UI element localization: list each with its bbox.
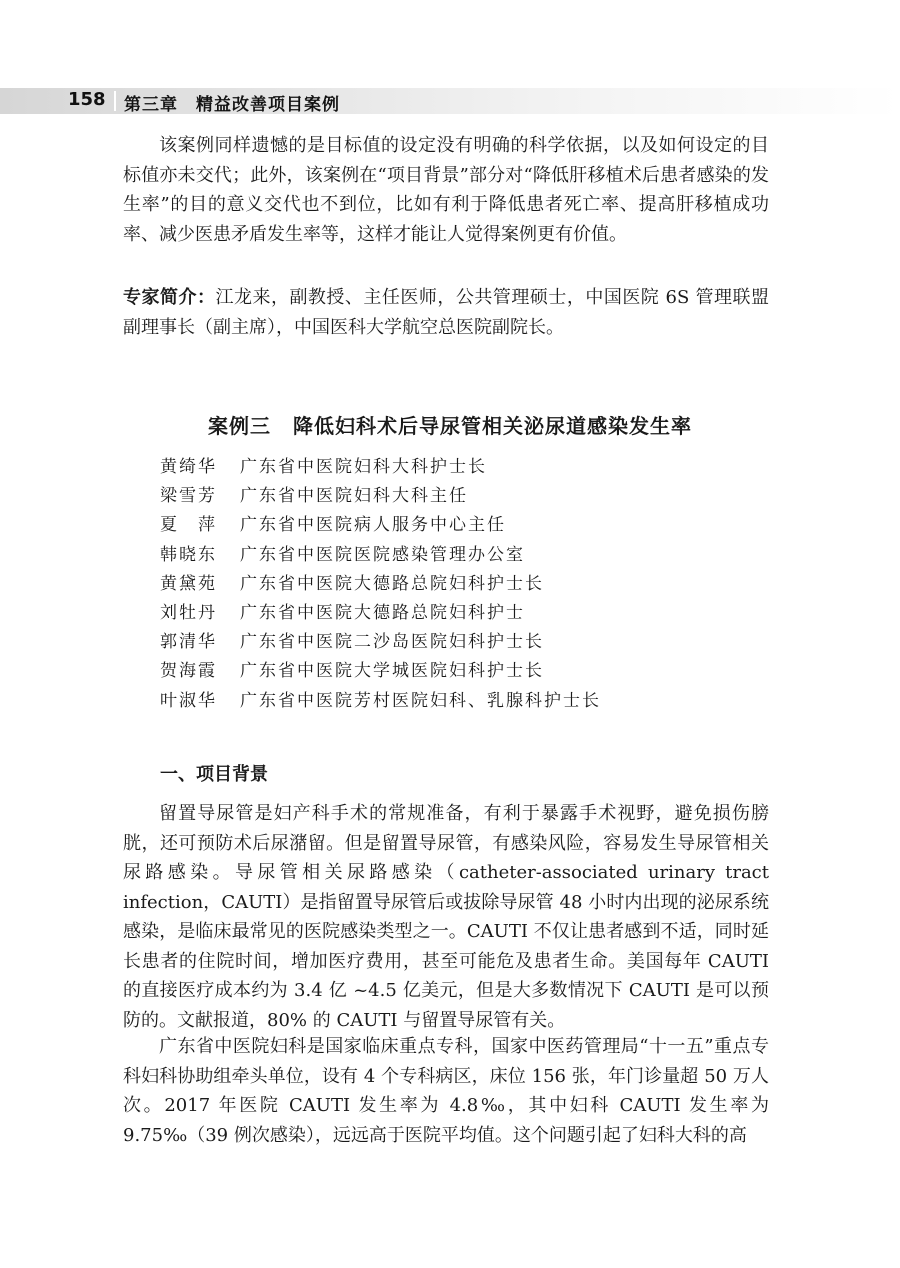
author-name: 夏 萍 bbox=[160, 515, 217, 536]
author-affiliation: 广东省中医院芳村医院妇科、乳腺科护士长 bbox=[240, 690, 601, 711]
author-name: 刘牡丹 bbox=[160, 602, 217, 623]
author-row bbox=[160, 657, 601, 686]
author-name: 黄绮华 bbox=[160, 457, 217, 477]
author-affiliation: 广东省中医院病人服务中心主任 bbox=[240, 515, 506, 536]
expert-intro bbox=[123, 283, 769, 342]
author-row bbox=[160, 628, 601, 657]
author-name: 韩晓东 bbox=[160, 544, 217, 565]
author-name: 黄黛苑 bbox=[160, 573, 217, 594]
author-affiliation: 广东省中医院妇科大科主任 bbox=[240, 486, 468, 507]
author-name: 叶淑华 bbox=[160, 690, 217, 711]
author-row bbox=[160, 482, 601, 511]
author-row bbox=[160, 453, 601, 482]
case-number: 案例三 bbox=[208, 414, 271, 438]
background-paragraph-2: 广东省中医院妇科是国家临床重点专科，国家中医药管理局“十一五”重点专科妇科协助组牵头单位，设有 4 个专科病区，床位 156 张，年门诊量超 50 万人次。2017 年医院 CAUTI 发生率为 4.8‰，其中妇科 CAUTI 发生率为 9.75‰（39 例次感染），远远高于医院平均值。这个问题引起了妇科大科的高 bbox=[123, 1036, 769, 1146]
author-name: 贺海霞 bbox=[160, 661, 217, 682]
author-name: 郭清华 bbox=[160, 632, 217, 653]
author-affiliation: 广东省中医院二沙岛医院妇科护士长 bbox=[240, 632, 544, 653]
expert-label: 专家简介： bbox=[123, 287, 216, 308]
author-row bbox=[160, 570, 601, 599]
author-affiliation: 广东省中医院大德路总院妇科护士长 bbox=[240, 573, 544, 594]
author-affiliation: 广东省中医院大德路总院妇科护士 bbox=[240, 602, 525, 623]
chapter-title: 第三章 精益改善项目案例 bbox=[124, 95, 340, 115]
header-divider bbox=[114, 91, 116, 111]
case-title bbox=[0, 410, 900, 439]
author-name: 梁雪芳 bbox=[160, 486, 217, 507]
background-paragraph-1: 留置导尿管是妇产科手术的常规准备，有利于暴露手术视野，避免损伤膀胱，还可预防术后尿潴留。但是留置导尿管，有感染风险，容易发生导尿管相关尿路感染。导尿管相关尿路感染（catheter-associated urinary tract infection，CAUTI）是指留置导尿管后或拔除导尿管 48 小时内出现的泌尿系统感染，是临床最常见的医院感染类型之一。CAUTI 不仅让患者感到不适，同时延长患者的住院时间，增加医疗费用，甚至可能危及患者生命。美国每年 CAUTI 的直接医疗成本约为 3.4 亿 ~4.5 亿美元，但是大多数情况下 CAUTI 是可以预防的。文献报道，80% 的 CAUTI 与留置导尿管有关。 bbox=[123, 803, 769, 1031]
author-row bbox=[160, 541, 601, 570]
author-row bbox=[160, 687, 601, 716]
author-affiliation: 广东省中医院大学城医院妇科护士长 bbox=[240, 661, 544, 682]
intro-paragraph: 该案例同样遗憾的是目标值的设定没有明确的科学依据，以及如何设定的目标值亦未交代；此外，该案例在“项目背景”部分对“降低肝移植术后患者感染的发生率”的目的意义交代也不到位，比如有利于降低患者死亡率、提高肝移植成功率、减少医患矛盾发生率等，这样才能让人觉得案例更有价值。 bbox=[123, 135, 769, 245]
running-header bbox=[0, 88, 900, 114]
author-affiliation: 广东省中医院妇科大科护士长 bbox=[240, 457, 487, 477]
author-list bbox=[160, 453, 601, 716]
section-heading: 一、项目背景 bbox=[160, 764, 268, 785]
case-title-text: 降低妇科术后导尿管相关泌尿道感染发生率 bbox=[293, 414, 692, 438]
expert-text: 江龙来，副教授、主任医师，公共管理硕士，中国医院 6S 管理联盟副理事长（副主席），中国医科大学航空总医院副院长。 bbox=[123, 287, 769, 338]
author-row bbox=[160, 599, 601, 628]
author-affiliation: 广东省中医院医院感染管理办公室 bbox=[240, 544, 525, 565]
page-number: 158 bbox=[68, 89, 106, 110]
author-row bbox=[160, 511, 601, 540]
